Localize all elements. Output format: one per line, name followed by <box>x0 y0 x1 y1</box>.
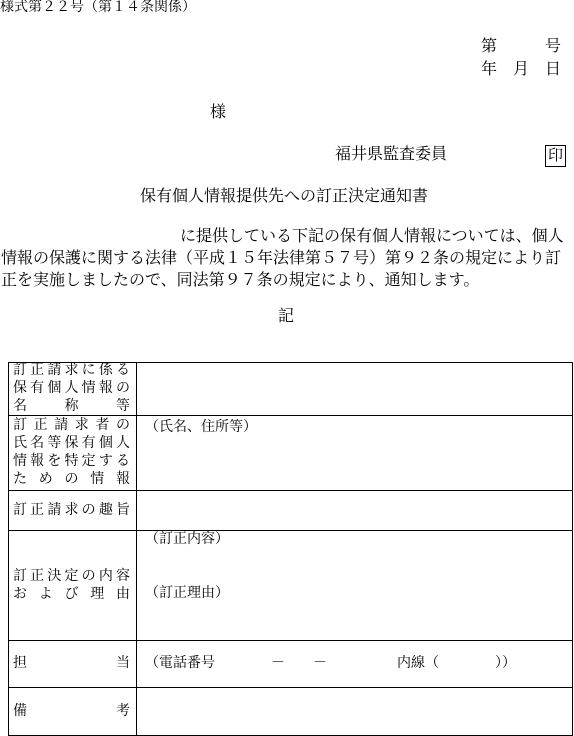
label-requester-identification <box>9 416 137 491</box>
content-remarks <box>137 688 572 735</box>
label-line: および理由 <box>13 586 130 602</box>
details-table <box>8 362 573 736</box>
content-line: （訂正内容） <box>145 532 229 547</box>
label-line: 訂正請求の趣旨 <box>13 502 130 518</box>
issue-date: 年 月 日 <box>481 61 562 78</box>
label-line: ための情報 <box>13 472 130 487</box>
document-title: 保有個人情報提供先への訂正決定通知書 <box>140 188 429 205</box>
label-line: 訂正請求に係る <box>13 363 130 378</box>
label-line: 担当 <box>13 656 130 671</box>
label-line: 名称等 <box>13 399 130 414</box>
label-request-purpose <box>9 491 137 531</box>
label-line: 訂正決定の内容 <box>13 568 130 584</box>
label-line: 氏名等保有個人 <box>13 436 130 451</box>
body-line: 正を実施しましたので、同法第９７条の規定により、通知します。 <box>1 272 480 289</box>
issuer-name: 福井県監査委員 <box>335 146 448 163</box>
content-line: （訂正理由） <box>145 586 229 601</box>
content-correction-target-info <box>137 363 572 416</box>
label-decision-content-reason <box>9 531 137 641</box>
content-line: （電話番号 － － 内線（ ）） <box>145 656 516 671</box>
label-line: 保有個人情報の <box>13 381 130 396</box>
body-line: 情報の保護に関する法律（平成１５年法律第５７号）第９２条の規定により訂 <box>1 250 562 267</box>
body-line: に提供している下記の保有個人情報については、個人 <box>180 228 564 245</box>
document-number: 第 号 <box>481 38 562 55</box>
content-contact-person <box>137 641 572 688</box>
label-line: 備考 <box>13 703 130 719</box>
content-decision-content-reason <box>137 531 572 641</box>
label-line: 情報を特定する <box>13 454 130 469</box>
notice-body <box>1 226 564 292</box>
content-request-purpose <box>137 491 572 531</box>
recipient-honorific: 様 <box>210 104 227 121</box>
label-correction-target-info <box>9 363 137 416</box>
content-requester-identification <box>137 416 572 491</box>
form-number: 様式第２２号（第１４条関係） <box>0 0 196 15</box>
ki-heading: 記 <box>278 308 295 325</box>
content-line: （氏名、住所等） <box>145 420 257 435</box>
seal-box: 印 <box>545 145 566 167</box>
label-remarks <box>9 688 137 735</box>
label-contact-person <box>9 641 137 688</box>
label-line: 訂正請求者の <box>13 418 130 433</box>
